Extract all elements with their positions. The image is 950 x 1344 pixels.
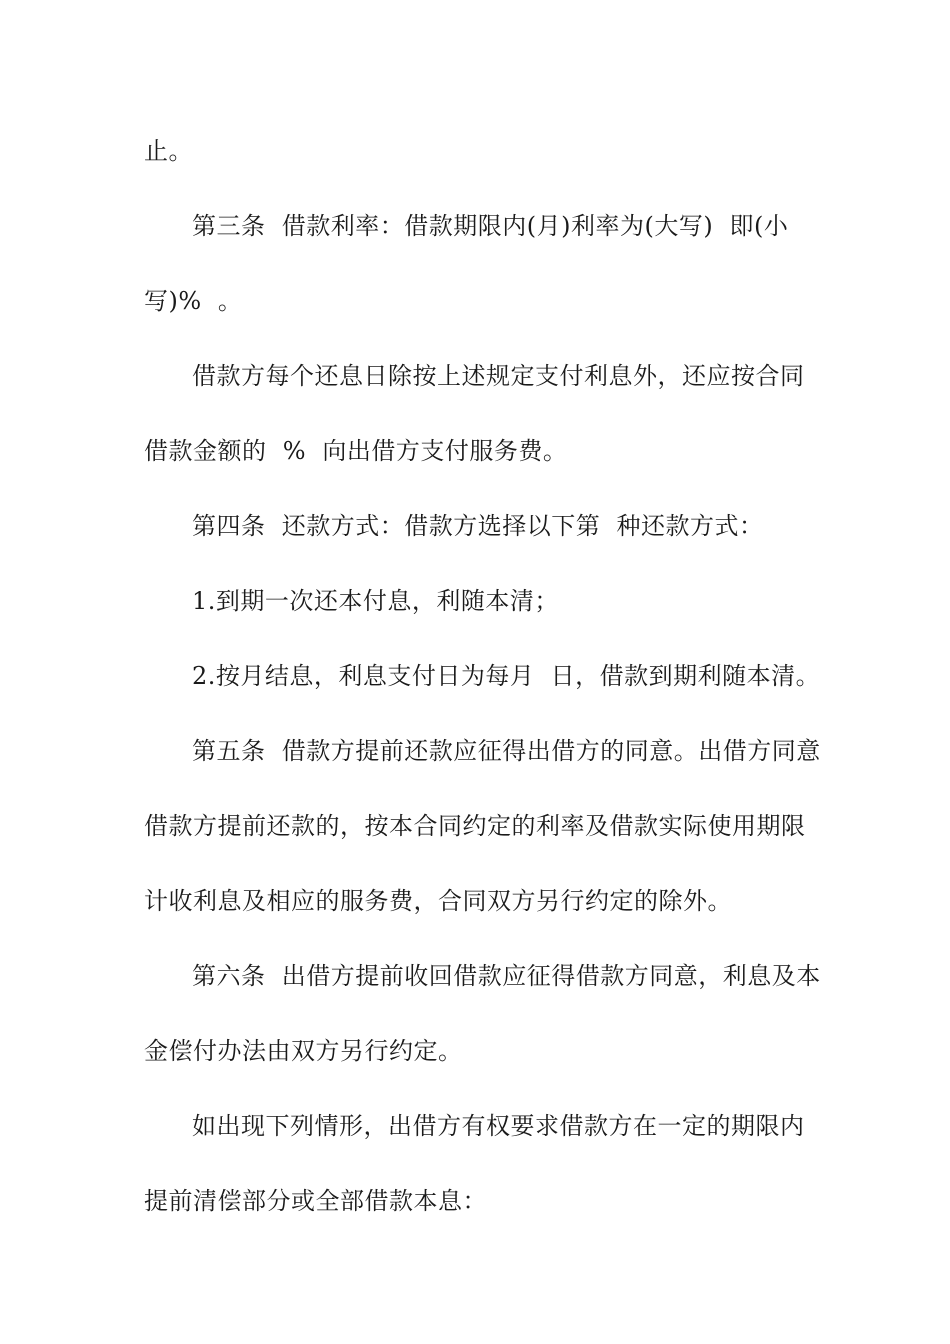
text-line-4: 借款方每个还息日除按上述规定支付利息外，还应按合同 [192, 362, 805, 390]
text-line-13: 金偿付办法由双方另行约定。 [144, 1037, 463, 1065]
text-line-1: 止。 [144, 137, 193, 165]
text-line-5: 借款金额的 % 向出借方支付服务费。 [144, 437, 568, 465]
text-line-15: 提前清偿部分或全部借款本息： [144, 1187, 487, 1215]
text-line-10: 借款方提前还款的，按本合同约定的利率及借款实际使用期限 [144, 812, 806, 840]
text-line-9: 第五条 借款方提前还款应征得出借方的同意。出借方同意 [192, 737, 821, 765]
text-line-3: 写)% 。 [144, 287, 243, 315]
text-line-11: 计收利息及相应的服务费，合同双方另行约定的除外。 [144, 887, 732, 915]
text-line-14: 如出现下列情形，出借方有权要求借款方在一定的期限内 [192, 1112, 805, 1140]
text-line-2: 第三条 借款利率：借款期限内(月)利率为(大写) 即(小 [192, 212, 789, 240]
text-line-12: 第六条 出借方提前收回借款应征得借款方同意，利息及本 [192, 962, 821, 990]
text-line-7: 1.到期一次还本付息，利随本清； [192, 587, 559, 615]
text-line-8: 2.按月结息，利息支付日为每月 日，借款到期利随本清。 [192, 662, 821, 690]
text-line-6: 第四条 还款方式：借款方选择以下第 种还款方式： [192, 512, 764, 540]
